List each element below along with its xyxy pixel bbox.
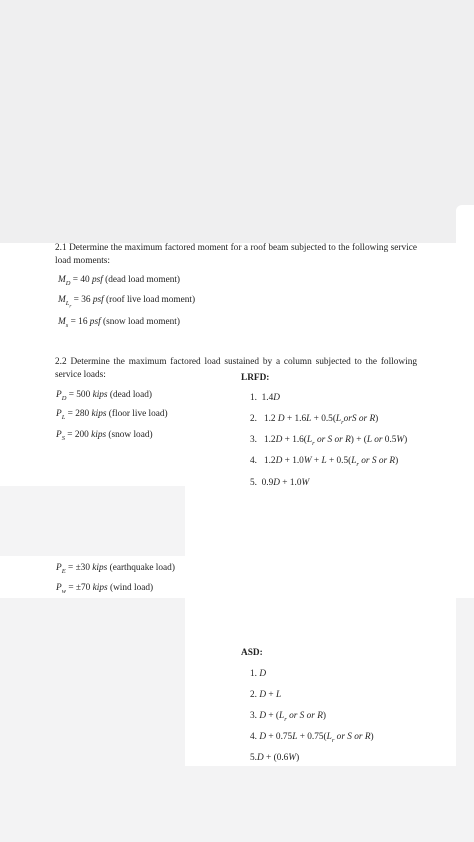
lrfd-item-3: 3. $1.2D + 1.6(L_r$ or S or R) + (L or 0.5W) (250, 435, 408, 447)
load-md: $M_D = 40$ psf (dead load moment) (58, 275, 181, 287)
asd-item-3: 3. $D + (L_r$ or S or R) (250, 711, 327, 723)
lrfd-title: LRFD: (241, 373, 270, 383)
lrfd-item-5: 5. 0.9D + 1.0W (250, 478, 310, 488)
asd-title: ASD: (241, 648, 263, 658)
load-pd: $P_D = 500$ kips (dead load) (56, 390, 152, 402)
lrfd-item-4: 4. $1.2D + 1.0W + L + 0.5(L_r$ or S or R) (250, 456, 399, 468)
top-gray-area (0, 0, 474, 243)
asd-item-4: 4. $D + 0.75L + 0.75(L_r$ or S or R) (250, 732, 374, 744)
lrfd-item-1: 1. 1.4D (250, 393, 280, 403)
asd-item-2: 2. D + L (250, 690, 282, 700)
lrfd-item-2: 2. 1.2 $D + 1.6L + 0.5(L_rorS$ or R) (250, 414, 379, 426)
load-mlr: $M_{L_r} = 36$ psf (roof live load moment) (58, 295, 196, 310)
page-panel-right-edge (456, 205, 474, 598)
asd-item-1: 1. D (250, 669, 267, 679)
left-gray-strip (0, 486, 185, 556)
load-ps: $P_S = 200$ kips (snow load) (56, 430, 153, 442)
question-2-1-text: 2.1 Determine the maximum factored moment for a roof beam subjected to the following service load moments: (55, 243, 417, 266)
question-2-2-text: 2.2 Determine the maximum factored load sustained by a column subjected to the following service loads: (55, 357, 417, 380)
load-pl: $P_L = 280$ kips (floor live load) (56, 409, 168, 421)
load-ms: $M_s = 16$ psf (snow load moment) (58, 317, 180, 329)
load-pe: $P_E = \pm 30$ kips (earthquake load) (56, 563, 175, 575)
asd-item-5: 5.D + (0.6W) (250, 753, 300, 763)
load-pw: $P_w = \pm 70$ kips (wind load) (56, 583, 154, 595)
